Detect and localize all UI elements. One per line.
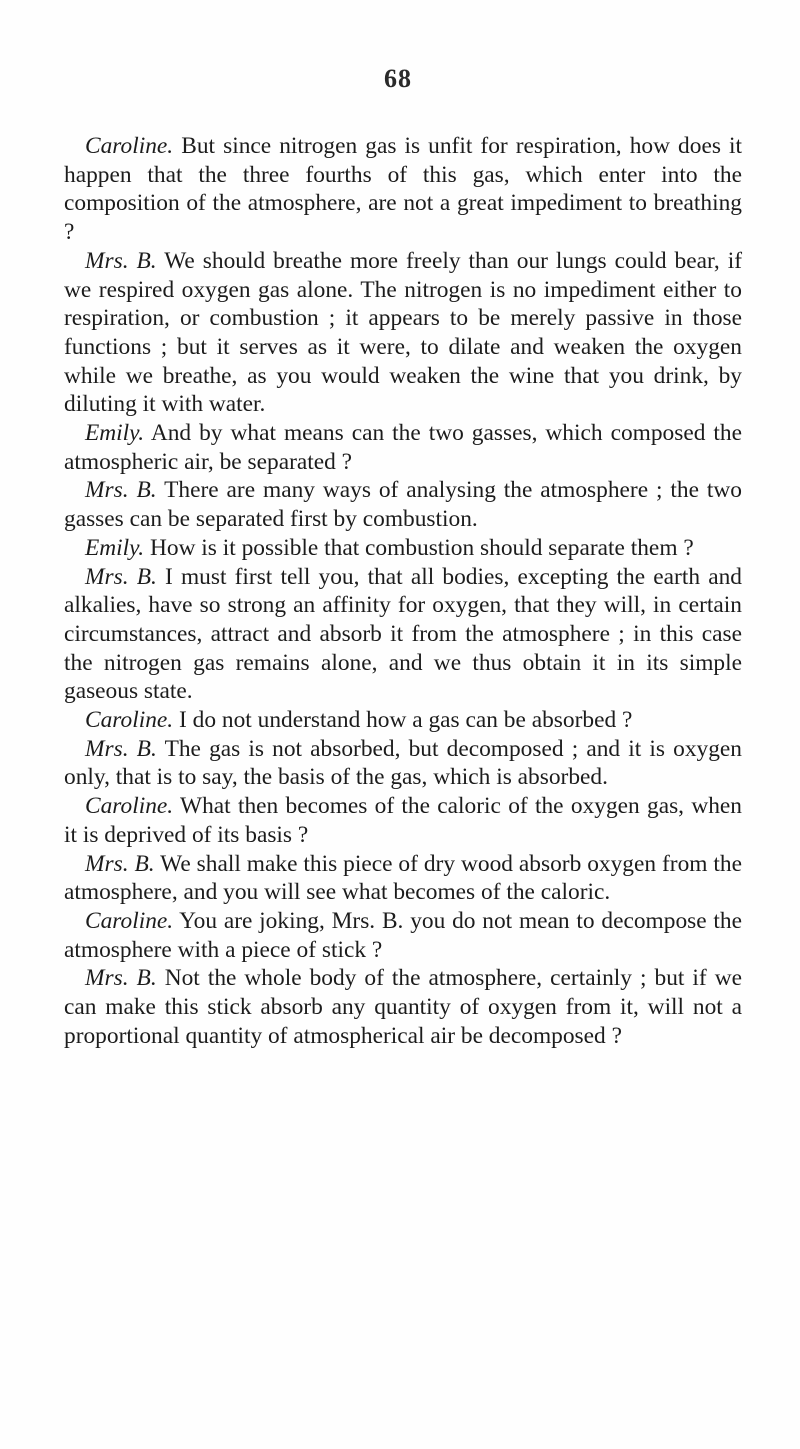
speaker-name: Caroline. [85,707,174,734]
speaker-name: Caroline. [85,907,174,934]
dialogue-paragraph [64,534,742,563]
page-number: 68 [384,64,412,93]
speaker-name: Caroline. [85,793,174,820]
speaker-name: Emily. [85,420,145,447]
dialogue-paragraph [64,964,742,1050]
dialogue-text [64,132,742,1051]
speaker-name: Mrs. B. [85,965,157,992]
dialogue-line: We should breathe more freely than our lungs could bear, if we respired oxygen gas alone. The nitrogen is no impediment either to respiration, or combustion ; it appears to be merely passive in those functions ; but it serves as it were, to dilate and weaken the oxygen while we breathe, as you would weaken the wine that you drink, by diluting it with water. [64,247,742,418]
dialogue-paragraph [64,247,742,419]
speaker-name: Mrs. B. [85,477,157,504]
dialogue-paragraph [64,132,742,247]
dialogue-line: The gas is not absorbed, but decomposed ; and it is oxygen only, that is to say, the basis of the gas, which is absorbed. [64,735,742,791]
dialogue-paragraph [64,735,742,792]
dialogue-line: What then becomes of the caloric of the oxygen gas, when it is deprived of its basis ? [64,793,742,848]
dialogue-line: We shall make this piece of dry wood absorb oxygen from the atmosphere, and you will see what becomes of the caloric. [64,850,742,906]
dialogue-paragraph [64,792,742,849]
dialogue-line: And by what means can the two gasses, which composed the atmospheric air, be separated ? [64,420,742,475]
dialogue-paragraph [64,706,742,735]
dialogue-paragraph [64,476,742,533]
dialogue-line: I do not understand how a gas can be absorbed ? [179,707,633,734]
dialogue-line: Not the whole body of the atmosphere, certainly ; but if we can make this stick absorb any quantity of oxygen from it, will not a proportional quantity of atmospherical air be decomposed ? [64,965,742,1049]
dialogue-line: You are joking, Mrs. B. you do not mean to decompose the atmosphere with a piece of stick ? [64,907,742,963]
speaker-name: Mrs. B. [85,563,157,590]
speaker-name: Caroline. [85,133,174,159]
dialogue-line: I must first tell you, that all bodies, excepting the earth and alkalies, have so strong an affinity for oxygen, that they will, in certain circumstances, attract and absorb it from the atmosphere ; in this case the nitrogen gas remains alone, and we thus obtain it in its simple gaseous state. [64,563,742,705]
speaker-name: Mrs. B. [85,247,157,274]
speaker-name: Mrs. B. [85,850,155,877]
speaker-name: Mrs. B. [85,735,157,762]
dialogue-paragraph [64,907,742,964]
dialogue-paragraph [64,563,742,707]
dialogue-line: There are many ways of analysing the atmosphere ; the two gasses can be separated first by combustion. [64,477,742,533]
dialogue-paragraph [64,850,742,907]
dialogue-line: But since nitrogen gas is unfit for respiration, how does it happen that the three fourths of this gas, which enter into the composition of the atmosphere, are not a great impediment to breathing ? [64,133,742,246]
speaker-name: Emily. [85,534,145,561]
dialogue-line: How is it possible that combustion should separate them ? [149,534,694,561]
dialogue-paragraph [64,419,742,476]
